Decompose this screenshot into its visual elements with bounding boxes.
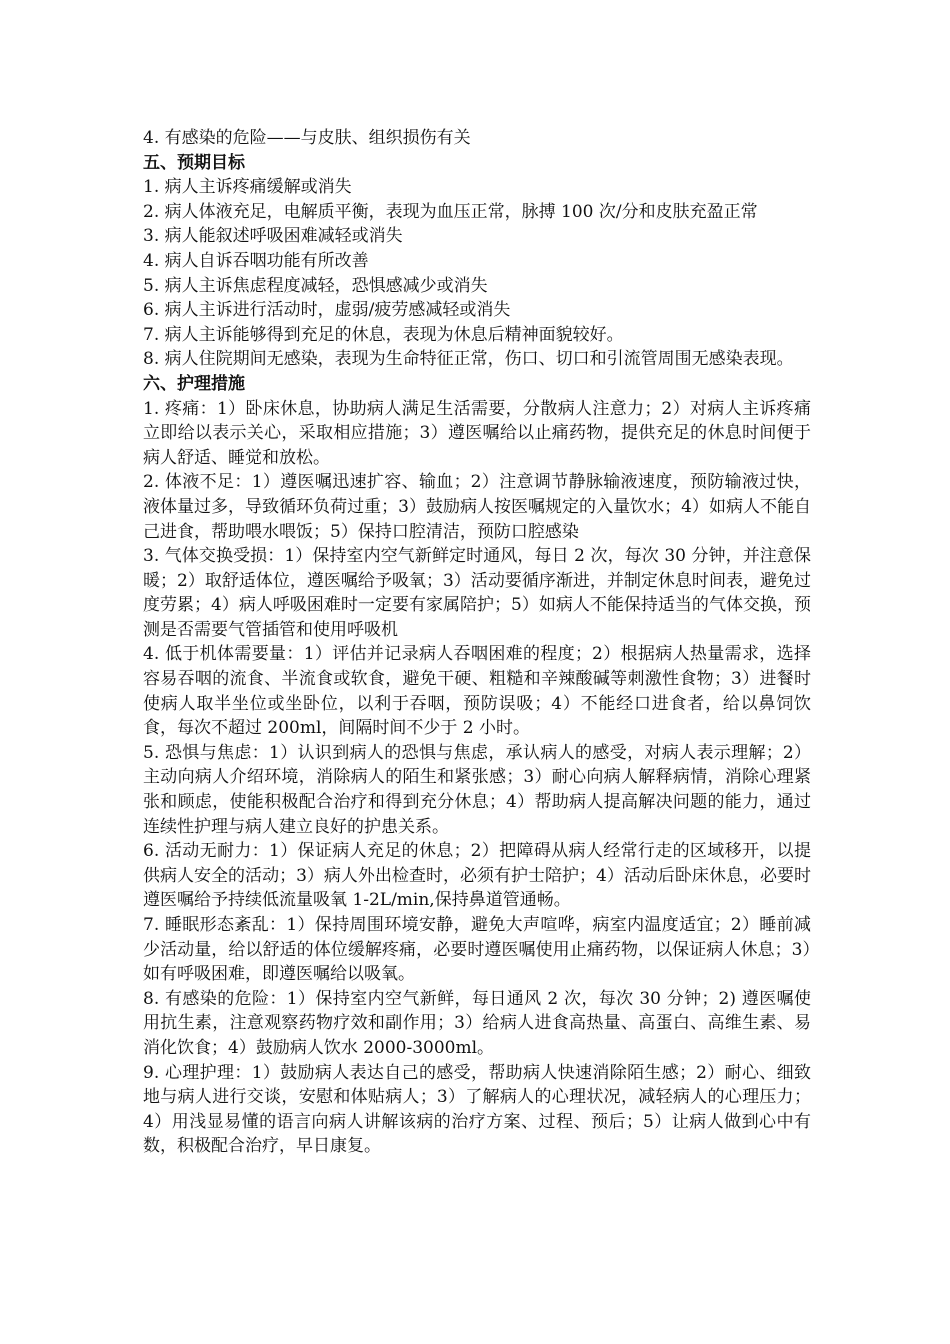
section-title-goals: 五、预期目标: [143, 152, 245, 173]
goal-item: 2. 病人体液充足，电解质平衡，表现为血压正常，脉搏 100 次/分和皮肤充盈正常: [143, 201, 758, 222]
measure-item: 3. 气体交换受损：1）保持室内空气新鲜定时通风，每日 2 次，每次 30 分钟，并注意保暖；2）取舒适体位，遵医嘱给予吸氧；3）活动要循序渐进，并制定休息时间表，避免过度劳累；4）病人呼吸困难时一定要有家属陪护；5）如病人不能保持适当的气体交换，预测是否需要气管插管和使用呼吸机: [143, 546, 811, 640]
goal-item: 8. 病人住院期间无感染，表现为生命特征正常，伤口、切口和引流管周围无感染表现。: [143, 349, 794, 370]
section-title-measures: 六、护理措施: [143, 373, 245, 394]
goal-item: 3. 病人能叙述呼吸困难减轻或消失: [143, 226, 403, 247]
goal-item: 4. 病人自诉吞咽功能有所改善: [143, 250, 369, 271]
measure-item: 2. 体液不足：1）遵医嘱迅速扩容、输血；2）注意调节静脉输液速度，预防输液过快，液体量过多，导致循环负荷过重；3）鼓励病人按医嘱规定的入量饮水；4）如病人不能自己进食，帮助喂水喂饭；5）保持口腔清洁，预防口腔感染: [143, 472, 811, 542]
goal-item: 1. 病人主诉疼痛缓解或消失: [143, 177, 352, 198]
measure-item: 8. 有感染的危险：1）保持室内空气新鲜，每日通风 2 次，每次 30 分钟；2) 遵医嘱使用抗生素，注意观察药物疗效和副作用；3）给病人进食高热量、高蛋白、高维生素、易消化饮食；4）鼓励病人饮水 2000-3000ml。: [143, 988, 811, 1058]
goal-item: 7. 病人主诉能够得到充足的休息，表现为休息后精神面貌较好。: [143, 324, 624, 345]
measure-item: 4. 低于机体需要量：1）评估并记录病人吞咽困难的程度；2）根据病人热量需求，选择容易吞咽的流食、半流食或软食，避免干硬、粗糙和辛辣酸碱等刺激性食物；3）进餐时使病人取半坐位或坐卧位，以利于吞咽，预防误吸；4）不能经口进食者，给以鼻饲饮食，每次不超过 200ml，间隔时间不少于 2 小时。: [143, 644, 811, 739]
measure-item: 5. 恐惧与焦虑：1）认识到病人的恐惧与焦虑，承认病人的感受，对病人表示理解；2）主动向病人介绍环境，消除病人的陌生和紧张感；3）耐心向病人解释病情，消除心理紧张和顾虑，使能积极配合治疗和得到充分休息；4）帮助病人提高解决问题的能力，通过连续性护理与病人建立良好的护患关系。: [143, 742, 811, 837]
measure-item: 6. 活动无耐力：1）保证病人充足的休息；2）把障碍从病人经常行走的区域移开，以提供病人安全的活动；3）病人外出检查时，必须有护士陪护；4）活动后卧床休息，必要时遵医嘱给予持续低流量吸氧 1-2L/min,保持鼻道管通畅。: [143, 841, 811, 911]
measure-item: 9. 心理护理：1）鼓励病人表达自己的感受，帮助病人快速消除陌生感；2）耐心、细致地与病人进行交谈，安慰和体贴病人；3）了解病人的心理状况，减轻病人的心理压力；4）用浅显易懂的语言向病人讲解该病的治疗方案、过程、预后；5）让病人做到心中有数，积极配合治疗，早日康复。: [143, 1062, 811, 1157]
measure-item: 1. 疼痛：1）卧床休息，协助病人满足生活需要，分散病人注意力；2）对病人主诉疼痛立即给以表示关心，采取相应措施；3）遵医嘱给以止痛药物，提供充足的休息时间便于病人舒适、睡觉和放松。: [143, 398, 811, 468]
goal-item: 5. 病人主诉焦虑程度减轻，恐惧感减少或消失: [143, 275, 488, 296]
goal-item: 6. 病人主诉进行活动时，虚弱/疲劳感减轻或消失: [143, 300, 511, 321]
measure-item: 7. 睡眠形态紊乱：1）保持周围环境安静，避免大声喧哗，病室内温度适宜；2）睡前减少活动量，给以舒适的体位缓解疼痛，必要时遵医嘱使用止痛药物，以保证病人休息；3）如有呼吸困难，即遵医嘱给以吸氧。: [143, 915, 811, 985]
risk-item-4: 4. 有感染的危险——与皮肤、组织损伤有关: [143, 128, 471, 148]
document-body: [143, 126, 811, 1159]
